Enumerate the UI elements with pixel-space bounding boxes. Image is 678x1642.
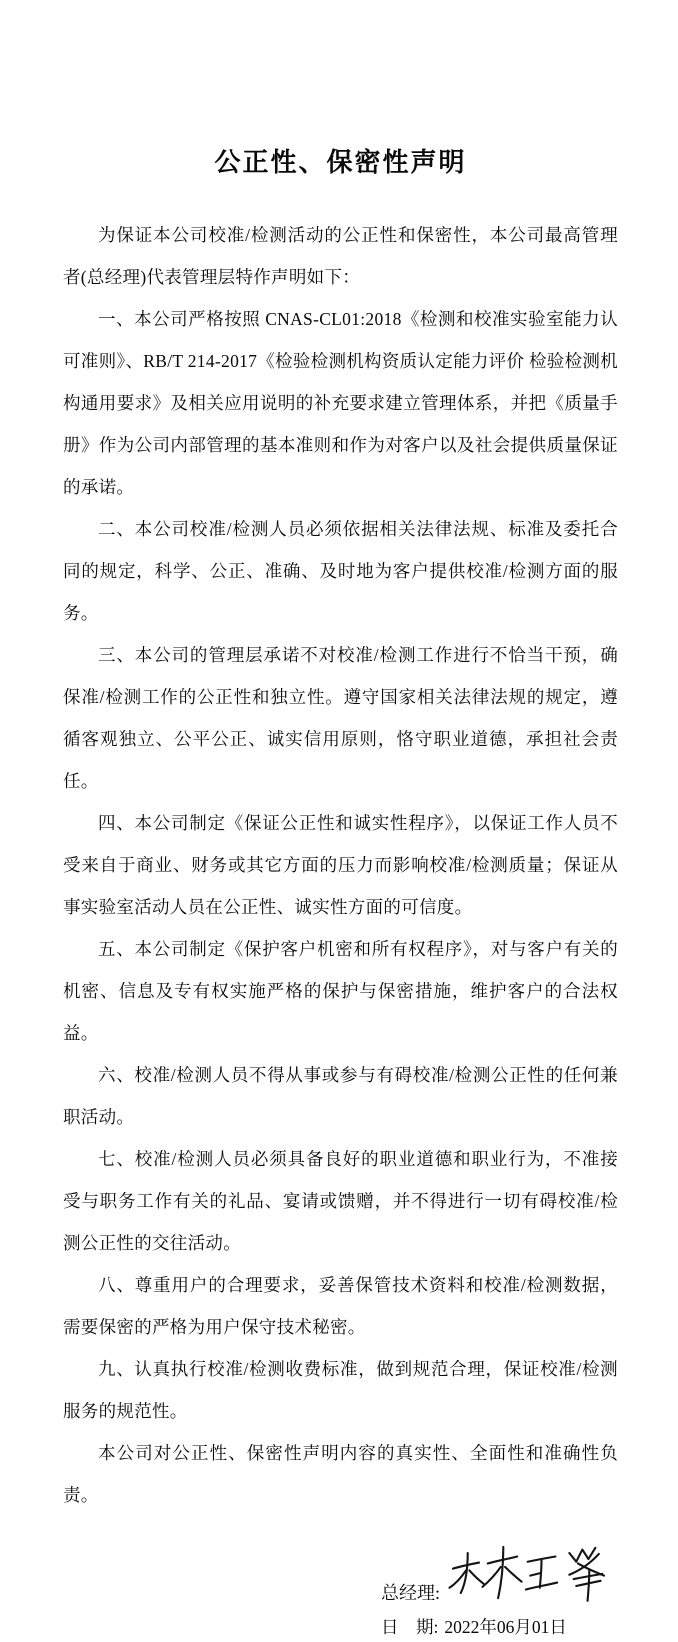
paragraph-intro: 为保证本公司校准/检测活动的公正性和保密性，本公司最高管理者(总经理)代表管理层特作声明如下： bbox=[63, 225, 618, 287]
paragraph-closing: 本公司对公正性、保密性声明内容的真实性、全面性和准确性负责。 bbox=[63, 1443, 618, 1505]
paragraph-item-1: 一、本公司严格按照 CNAS-CL01:2018《检测和校准实验室能力认可准则》、RB/T 214-2017《检验检测机构资质认定能力评价 检验检测机构通用要求》及相关应用说明的补充要求建立管理体系，并把《质量手册》作为公司内部管理的基本准则和作为对客户以及社会提供质量保证的承诺。 bbox=[63, 309, 618, 497]
page-title: 公正性、保密性声明 bbox=[214, 148, 467, 177]
date-value: 2022年06月01日 bbox=[444, 1617, 567, 1637]
paragraph-item-9: 九、认真执行校准/检测收费标准，做到规范合理，保证校准/检测服务的规范性。 bbox=[63, 1359, 618, 1421]
paragraph-item-2: 二、本公司校准/检测人员必须依据相关法律法规、标准及委托合同的规定，科学、公正、准确、及时地为客户提供校准/检测方面的服务。 bbox=[63, 519, 618, 623]
signature-row bbox=[381, 1542, 631, 1606]
paragraph-item-8: 八、尊重用户的合理要求，妥善保管技术资料和校准/检测数据，需要保密的严格为用户保守技术秘密。 bbox=[63, 1275, 618, 1337]
date-label: 日 期: bbox=[381, 1617, 439, 1637]
handwritten-signature-icon bbox=[446, 1542, 611, 1604]
paragraph-item-3: 三、本公司的管理层承诺不对校准/检测工作进行不恰当干预，确保准/检测工作的公正性和独立性。遵守国家相关法律法规的规定，遵循客观独立、公平公正、诚实信用原则，恪守职业道德，承担社会责任。 bbox=[63, 645, 618, 791]
paragraph-item-4: 四、本公司制定《保证公正性和诚实性程序》，以保证工作人员不受来自于商业、财务或其它方面的压力而影响校准/检测质量；保证从事实验室活动人员在公正性、诚实性方面的可信度。 bbox=[63, 813, 618, 917]
general-manager-label: 总经理: bbox=[381, 1583, 441, 1603]
paragraph-item-7: 七、校准/检测人员必须具备良好的职业道德和职业行为，不准接受与职务工作有关的礼品、宴请或馈赠，并不得进行一切有碍校准/检测公正性的交往活动。 bbox=[63, 1149, 618, 1253]
signature-block bbox=[381, 1542, 631, 1642]
paragraph-item-6: 六、校准/检测人员不得从事或参与有碍校准/检测公正性的任何兼职活动。 bbox=[63, 1065, 618, 1127]
paragraph-item-5: 五、本公司制定《保护客户机密和所有权程序》，对与客户有关的机密、信息及专有权实施严格的保护与保密措施，维护客户的合法权益。 bbox=[63, 939, 618, 1043]
date-row bbox=[381, 1612, 631, 1642]
